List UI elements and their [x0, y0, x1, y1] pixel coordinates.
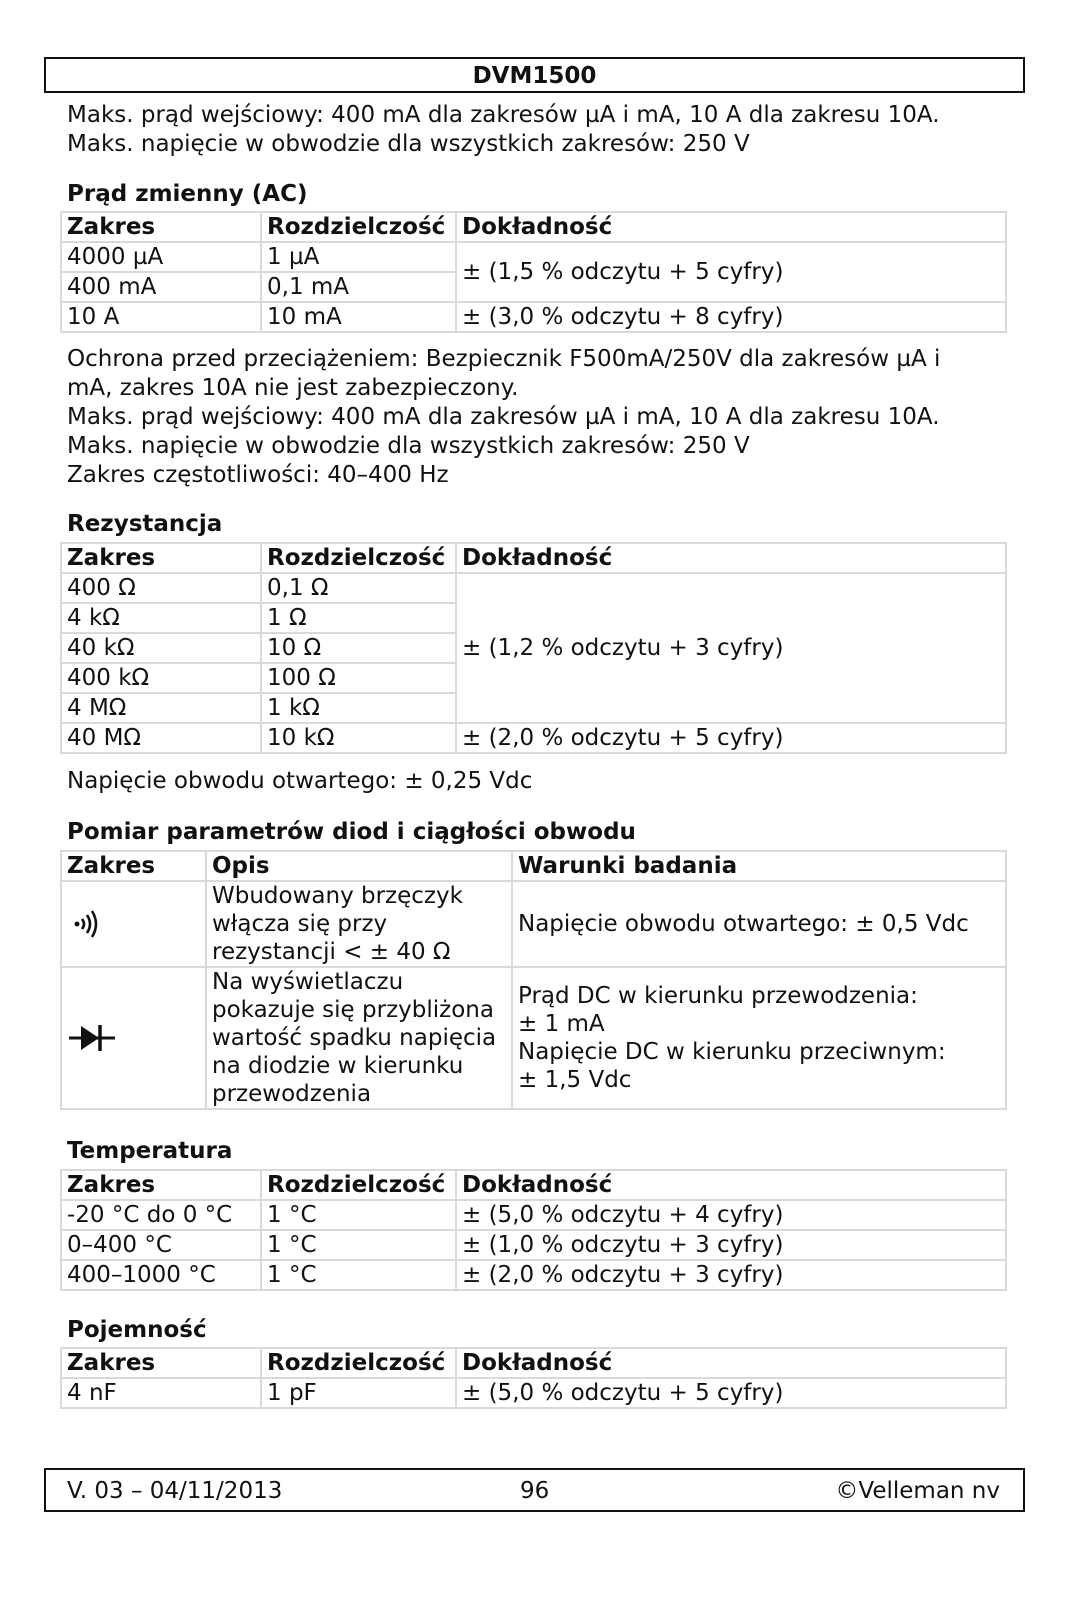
- table-header-row: [61, 543, 1006, 573]
- range-symbol-cell: [61, 881, 206, 967]
- resolution-cell: 10 Ω: [261, 633, 456, 663]
- table-row: [61, 881, 1006, 967]
- resistance-section-title: Rezystancja: [67, 511, 223, 537]
- condition-line: Prąd DC w kierunku przewodzenia:: [518, 983, 918, 1009]
- description-line: Na wyświetlaczu: [212, 969, 404, 995]
- resistance-note: Napięcie obwodu otwartego: ± 0,25 Vdc: [67, 768, 533, 794]
- description-line: wartość spadku napięcia: [212, 1025, 497, 1051]
- temperature-section-title: Temperatura: [67, 1138, 233, 1164]
- column-header: Opis: [206, 851, 512, 881]
- resolution-cell: 1 °C: [261, 1230, 456, 1260]
- description-line: włącza się przy: [212, 911, 388, 937]
- condition-line: ± 1,5 Vdc: [518, 1067, 632, 1093]
- range-cell: 40 kΩ: [61, 633, 261, 663]
- column-header: Zakres: [61, 212, 261, 242]
- description-line: pokazuje się przybliżona: [212, 997, 494, 1023]
- description-line: Wbudowany brzęczyk: [212, 883, 463, 909]
- column-header: Zakres: [61, 1348, 261, 1378]
- table-header-row: [61, 851, 1006, 881]
- temperature-table: [60, 1169, 1007, 1291]
- accuracy-cell: ± (5,0 % odczytu + 5 cyfry): [456, 1378, 1006, 1408]
- range-cell: 400 Ω: [61, 573, 261, 603]
- resolution-cell: 0,1 Ω: [261, 573, 456, 603]
- column-header: Zakres: [61, 851, 206, 881]
- column-header: Zakres: [61, 1170, 261, 1200]
- resolution-cell: 1 Ω: [261, 603, 456, 633]
- table-row: [61, 1200, 1006, 1230]
- description-cell: [206, 881, 512, 967]
- footer-copyright: ©Velleman nv: [835, 1478, 1000, 1504]
- diode-icon: [67, 1020, 117, 1056]
- range-cell: 4 nF: [61, 1378, 261, 1408]
- capacitance-section-title: Pojemność: [67, 1317, 207, 1343]
- range-cell: 400 kΩ: [61, 663, 261, 693]
- table-row: [61, 573, 1006, 603]
- column-header: Dokładność: [456, 1170, 1006, 1200]
- diode-section-title: Pomiar parametrów diod i ciągłości obwodu: [67, 819, 636, 845]
- range-cell: 400–1000 °C: [61, 1260, 261, 1290]
- table-row: [61, 302, 1006, 332]
- description-line: rezystancji < ± 40 Ω: [212, 939, 451, 965]
- condition-line: Napięcie obwodu otwartego: ± 0,5 Vdc: [518, 911, 969, 937]
- column-header: Dokładność: [456, 1348, 1006, 1378]
- ac-section-title: Prąd zmienny (AC): [67, 181, 308, 207]
- column-header: Warunki badania: [512, 851, 1006, 881]
- resolution-cell: 0,1 mA: [261, 272, 456, 302]
- column-header: Zakres: [61, 543, 261, 573]
- resolution-cell: 1 °C: [261, 1200, 456, 1230]
- range-cell: 4 MΩ: [61, 693, 261, 723]
- document-model-title: DVM1500: [472, 63, 597, 89]
- column-header: Dokładność: [456, 212, 1006, 242]
- accuracy-cell: ± (2,0 % odczytu + 5 cyfry): [456, 723, 1006, 753]
- accuracy-cell: ± (1,0 % odczytu + 3 cyfry): [456, 1230, 1006, 1260]
- range-cell: 400 mA: [61, 272, 261, 302]
- accuracy-cell: ± (1,5 % odczytu + 5 cyfry): [456, 242, 1006, 302]
- column-header: Rozdzielczość: [261, 1348, 456, 1378]
- footer-page-number: 96: [520, 1478, 550, 1504]
- range-cell: 4000 µA: [61, 242, 261, 272]
- ac-note-line: mA, zakres 10A nie jest zabezpieczony.: [67, 375, 519, 401]
- intro-line-1: Maks. prąd wejściowy: 400 mA dla zakresów µA i mA, 10 A dla zakresu 10A.: [67, 102, 940, 128]
- page-footer: [44, 1468, 1025, 1512]
- table-row: [61, 242, 1006, 272]
- ac-table: [60, 211, 1007, 333]
- ac-note-line: Maks. prąd wejściowy: 400 mA dla zakresów µA i mA, 10 A dla zakresu 10A.: [67, 404, 940, 430]
- accuracy-cell: ± (1,2 % odczytu + 3 cyfry): [456, 573, 1006, 723]
- ac-note-line: Zakres częstotliwości: 40–400 Hz: [67, 462, 449, 488]
- description-cell: [206, 967, 512, 1109]
- table-header-row: [61, 212, 1006, 242]
- column-header: Dokładność: [456, 543, 1006, 573]
- range-cell: 0–400 °C: [61, 1230, 261, 1260]
- ac-note-line: Ochrona przed przeciążeniem: Bezpiecznik F500mA/250V dla zakresów µA i: [67, 346, 941, 372]
- resolution-cell: 100 Ω: [261, 663, 456, 693]
- resistance-table: [60, 542, 1007, 754]
- resolution-cell: 1 pF: [261, 1378, 456, 1408]
- description-line: na diodzie w kierunku: [212, 1053, 464, 1079]
- range-cell: 40 MΩ: [61, 723, 261, 753]
- footer-version: V. 03 – 04/11/2013: [67, 1478, 283, 1504]
- ac-note-line: Maks. napięcie w obwodzie dla wszystkich zakresów: 250 V: [67, 433, 750, 459]
- resolution-cell: 10 mA: [261, 302, 456, 332]
- resolution-cell: 1 °C: [261, 1260, 456, 1290]
- diode-table: [60, 850, 1007, 1110]
- buzzer-icon: [67, 904, 107, 944]
- range-cell: 4 kΩ: [61, 603, 261, 633]
- table-header-row: [61, 1348, 1006, 1378]
- condition-line: Napięcie DC w kierunku przeciwnym:: [518, 1039, 946, 1065]
- condition-line: ± 1 mA: [518, 1011, 605, 1037]
- resolution-cell: 10 kΩ: [261, 723, 456, 753]
- resolution-cell: 1 kΩ: [261, 693, 456, 723]
- column-header: Rozdzielczość: [261, 543, 456, 573]
- description-line: przewodzenia: [212, 1081, 372, 1107]
- resolution-cell: 1 µA: [261, 242, 456, 272]
- page-header: [44, 57, 1025, 93]
- accuracy-cell: ± (2,0 % odczytu + 3 cyfry): [456, 1260, 1006, 1290]
- range-symbol-cell: [61, 967, 206, 1109]
- column-header: Rozdzielczość: [261, 1170, 456, 1200]
- accuracy-cell: ± (5,0 % odczytu + 4 cyfry): [456, 1200, 1006, 1230]
- table-row: [61, 967, 1006, 1109]
- column-header: Rozdzielczość: [261, 212, 456, 242]
- accuracy-cell: ± (3,0 % odczytu + 8 cyfry): [456, 302, 1006, 332]
- conditions-cell: [512, 967, 1006, 1109]
- intro-line-2: Maks. napięcie w obwodzie dla wszystkich zakresów: 250 V: [67, 131, 750, 157]
- range-cell: -20 °C do 0 °C: [61, 1200, 261, 1230]
- table-row: [61, 1260, 1006, 1290]
- table-row: [61, 1378, 1006, 1408]
- table-row: [61, 1230, 1006, 1260]
- table-row: [61, 723, 1006, 753]
- range-cell: 10 A: [61, 302, 261, 332]
- table-header-row: [61, 1170, 1006, 1200]
- conditions-cell: [512, 881, 1006, 967]
- capacitance-table: [60, 1347, 1007, 1409]
